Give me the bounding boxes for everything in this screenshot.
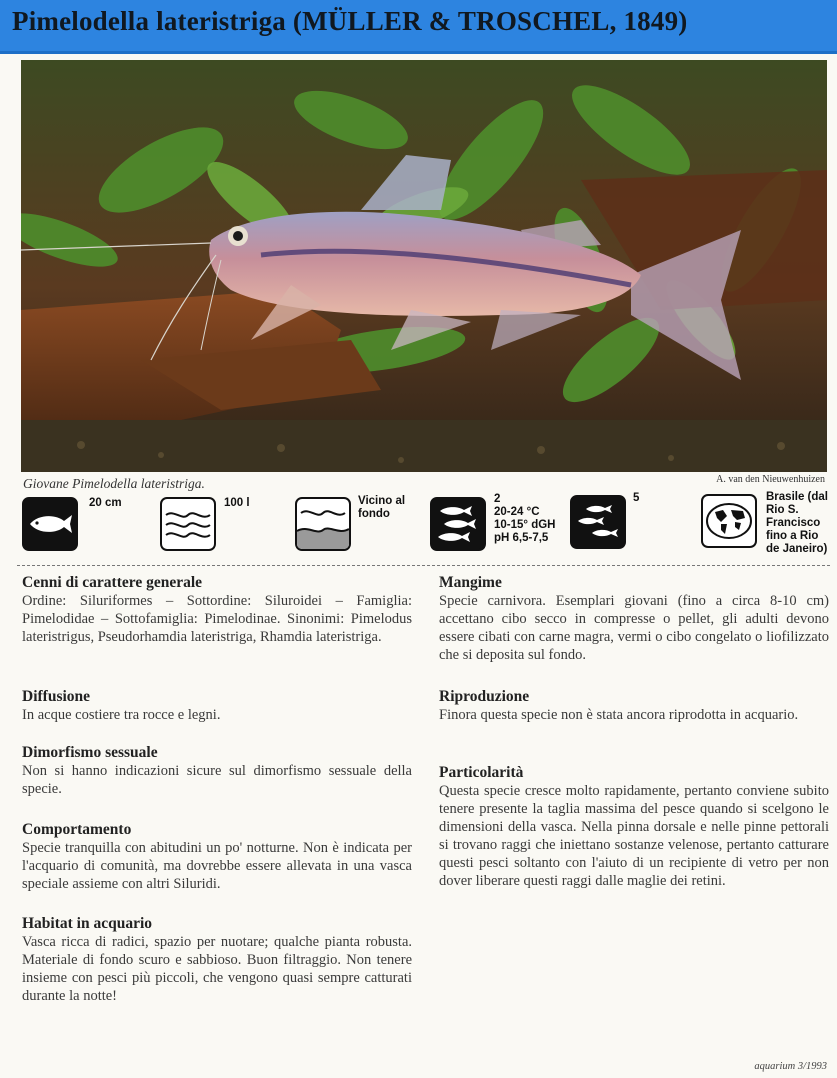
group-label: 5 bbox=[633, 492, 640, 504]
section-habitat bbox=[22, 914, 412, 1005]
section-text: Specie tranquilla con abitudini un po' notturne. Non è indicata per l'acquario di comunità, ma dovrebbe essere allevata in una vasca speciale assieme con altri Siluridi. bbox=[22, 840, 412, 892]
bottom-zone-icon bbox=[295, 497, 351, 551]
section-text: Ordine: Siluriformes – Sottordine: Siluroidei – Famiglia: Pimelodidae – Sottofamiglia: Pimelodinae. Sinonimi: Pimelodus lateristrigus, Pseudorhamdia lateristriga, Rhamdia lateristriga. bbox=[22, 593, 412, 645]
title-bar bbox=[0, 0, 837, 54]
section-text: Questa specie cresce molto rapidamente, pertanto conviene subito tenere presente la taglia massima del pesce quando si scelgono le dimensioni della vasca. Nella pinna dorsale e nelle pinne pettorali si trovano raggi che iniettano sostanze velenose, pertanto catturare questi pesci soltanto con l'aiuto di un recipiente di vetro per non dover liberare questi raggi dalle maglie dei retini. bbox=[439, 783, 829, 889]
water-line1: 2 bbox=[494, 493, 501, 505]
section-text: In acque costiere tra rocce e legni. bbox=[22, 707, 221, 723]
section-divider bbox=[17, 565, 830, 566]
globe-icon bbox=[701, 494, 757, 548]
section-heading: Dimorfismo sessuale bbox=[22, 744, 158, 761]
section-heading: Diffusione bbox=[22, 688, 91, 705]
section-particolarita bbox=[439, 763, 829, 890]
group-fish-icon bbox=[570, 495, 626, 549]
origin-line5: de Janeiro) bbox=[766, 543, 828, 555]
water-params-label bbox=[494, 493, 555, 545]
water-hardness: 10-15° dGH bbox=[494, 519, 556, 531]
size-fish-icon bbox=[22, 497, 78, 551]
zone-label-line2: fondo bbox=[358, 508, 390, 520]
section-heading: Mangime bbox=[439, 574, 502, 591]
footer-source: aquarium 3/1993 bbox=[754, 1061, 827, 1072]
section-dimorfismo bbox=[22, 743, 412, 798]
section-text: Vasca ricca di radici, spazio per nuotare; qualche pianta robusta. Materiale di fondo scuro e sabbioso. Buon filtraggio. Non tenere insieme con pesci più piccoli, che vengono quasi sempre catturati durante la notte! bbox=[22, 934, 412, 1004]
size-label: 20 cm bbox=[89, 497, 122, 509]
tank-icon bbox=[160, 497, 216, 551]
fish-school-icon bbox=[430, 497, 486, 551]
section-riproduzione bbox=[439, 687, 829, 724]
section-comportamento bbox=[22, 820, 412, 893]
section-text: Specie carnivora. Esemplari giovani (fino a circa 8-10 cm) accettano cibo secco in compresse o pellet, gli adulti devono essere cibati con carne magra, vermi o cibo congelato o liofilizzato che si deposita sul fondo. bbox=[439, 593, 829, 663]
water-ph: pH 6,5-7,5 bbox=[494, 532, 549, 544]
fish-photo bbox=[21, 60, 827, 472]
zone-label bbox=[358, 495, 405, 521]
section-text: Non si hanno indicazioni sicure sul dimorfismo sessuale della specie. bbox=[22, 763, 412, 797]
zone-label-line1: Vicino al bbox=[358, 495, 406, 507]
page-title: Pimelodella lateristriga (MÜLLER & TROSCHEL, 1849) bbox=[12, 6, 688, 36]
volume-label: 100 l bbox=[224, 497, 250, 509]
section-diffusione bbox=[22, 687, 412, 724]
section-mangime bbox=[439, 573, 829, 664]
section-generale bbox=[22, 573, 412, 646]
section-heading: Cenni di carattere generale bbox=[22, 574, 203, 591]
section-heading: Comportamento bbox=[22, 821, 132, 838]
section-heading: Particolarità bbox=[439, 764, 524, 781]
origin-line2: Rio S. bbox=[766, 504, 799, 516]
origin-label bbox=[766, 491, 828, 556]
photo-credit: A. van den Nieuwenhuizen bbox=[716, 474, 825, 485]
origin-line4: fino a Rio bbox=[766, 530, 819, 542]
section-heading: Riproduzione bbox=[439, 688, 530, 705]
section-heading: Habitat in acquario bbox=[22, 915, 153, 932]
water-temperature: 20-24 °C bbox=[494, 506, 540, 518]
photo-caption: Giovane Pimelodella lateristriga. bbox=[23, 476, 205, 491]
section-text: Finora questa specie non è stata ancora riprodotta in acquario. bbox=[439, 707, 799, 723]
origin-line3: Francisco bbox=[766, 517, 821, 529]
origin-line1: Brasile (dal bbox=[766, 491, 828, 503]
